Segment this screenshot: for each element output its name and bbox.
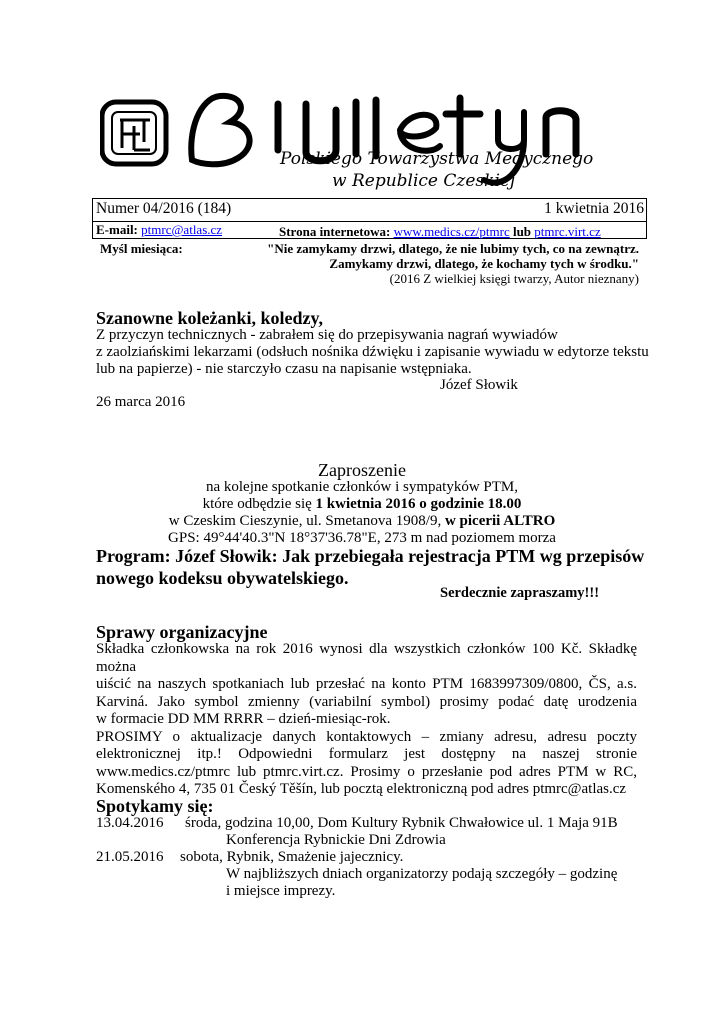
website-link-1[interactable]: www.medics.cz/ptmrc (393, 224, 510, 239)
issue-date: 1 kwietnia 2016 (544, 200, 644, 217)
invitation-venue: w picerii ALTRO (444, 513, 556, 529)
thought-quote-line-1: "Nie zamykamy drzwi, dlatego, że nie lubimy tych, co na zewnątrz. (267, 241, 639, 256)
organizational-body (96, 641, 637, 799)
thought-quote-line-2: Zamykamy drzwi, dlatego, że kochamy tych w środku." (329, 256, 639, 271)
org-line-3: Karviná. Jako symbol zmienny (variabilní symbol) prosimy podać datę urodzenia (96, 693, 637, 710)
event-2-detail-2: i miejsce imprezy. (226, 883, 336, 899)
event-1-detail: Konferencja Rybnickie Dni Zdrowia (226, 832, 446, 848)
greeting-line-2: z zaolziańskimi lekarzami (odsłuch nośnika dźwięku i zapisanie wywiadu w edytorze tekstu (96, 344, 649, 360)
logo-title: Biuletyn (100, 90, 104, 91)
logo-subtitle-2: w Republice Czeskiej (332, 171, 516, 191)
greeting-line-1: Z przyczyn technicznych - zabrałem się do przepisywania nagrań wywiadów (96, 327, 558, 343)
ptm-emblem (102, 102, 166, 164)
invitation-address: w Czeskim Cieszynie, ul. Smetanova 1908/9, (168, 513, 445, 529)
org-line-8: Komenského 4, 735 01 Český Těšín, lub pocztą elektroniczną pod adres ptmrc@atlas.cz (96, 781, 627, 797)
org-line-4: w formacie DD MM RRRR – dzień-miesiąc-rok. (96, 711, 391, 727)
invitation-line-2-text: które odbędzie się (202, 496, 316, 512)
email-block (96, 222, 222, 238)
greeting-heading: Szanowne koleżanki, koledzy, (96, 308, 324, 328)
event-2-detail-1: W najbliższych dniach organizatorzy podają szczegóły – godzinę (226, 866, 618, 882)
org-line-6: elektronicznej itp.! Odpowiedni formularz jest dostępny na naszej stronie (96, 746, 637, 762)
invitation-line-3 (0, 513, 724, 531)
org-line-5: PROSIMY o aktualizacje danych kontaktowych – zmiany adresu, adresu poczty (96, 728, 637, 745)
website-block (279, 224, 601, 240)
program-line-1: Program: Józef Słowik: Jak przebiegała rejestracja PTM wg przepisów (96, 546, 645, 566)
meetings-heading: Spotykamy się: (96, 796, 214, 816)
organizational-heading: Sprawy organizacyjne (96, 622, 268, 642)
issue-info-table (92, 198, 647, 239)
invitation-gps: GPS: 49°44'40.3"N 18°37'36.78"E, 273 m nad poziomem morza (168, 530, 556, 546)
issue-number: Numer 04/2016 (184) (96, 200, 232, 217)
invitation-heading: Zaproszenie (318, 460, 406, 480)
issue-row (93, 199, 646, 222)
thought-source: (2016 Z wielkiej księgi twarzy, Autor nieznany) (389, 271, 639, 286)
event-2-text: sobota, Rybnik, Smażenie jajecznicy. (180, 849, 404, 865)
org-line-7: www.medics.cz/ptmrc lub ptmrc.virt.cz. Prosimy o przesłanie pod adres PTM w RC, (96, 763, 637, 780)
email-label: E-mail: (96, 222, 138, 237)
masthead-logo-svg (100, 90, 660, 198)
event-2-date: 21.05.2016 (96, 849, 164, 865)
org-line-2: uiścić na naszych spotkaniach lub przesłać na konto PTM 1683997309/0800, ČS, a.s. (96, 676, 637, 692)
program-line-2: nowego kodeksu obywatelskiego. (96, 568, 349, 588)
invitation-line-2 (0, 496, 724, 514)
invitation-closing: Serdecznie zapraszamy!!! (440, 585, 600, 601)
greeting-line-3: lub na papierze) - nie starczyło czasu na napisanie wstępniaka. (96, 361, 472, 377)
invitation-line-1: na kolejne spotkanie członków i sympatyków PTM, (205, 479, 519, 495)
org-line-1: Składka członkowska na rok 2016 wynosi dla wszystkich członków 100 Kč. Składkę można (96, 641, 637, 675)
greeting-date: 26 marca 2016 (96, 394, 186, 410)
website-or: lub (512, 224, 532, 239)
invitation-date-time: 1 kwietnia 2016 o godzinie 18.00 (315, 496, 522, 512)
title-calligraphy (191, 96, 576, 183)
event-1-date: 13.04.2016 (96, 815, 164, 831)
email-link[interactable]: ptmrc@atlas.cz (141, 222, 223, 237)
contact-row (93, 222, 646, 238)
greeting-signature: Józef Słowik (440, 377, 518, 393)
logo-subtitle-1: Polskiego Towarzystwa Medycznego (280, 149, 594, 169)
website-link-2[interactable]: ptmrc.virt.cz (534, 224, 601, 239)
thought-label: Myśl miesiąca: (100, 241, 183, 256)
event-1-text: środa, godzina 10,00, Dom Kultury Rybnik Chwałowice ul. 1 Maja 91B (185, 815, 618, 831)
masthead-logo (100, 90, 660, 198)
website-label: Strona internetowa: (279, 224, 391, 239)
